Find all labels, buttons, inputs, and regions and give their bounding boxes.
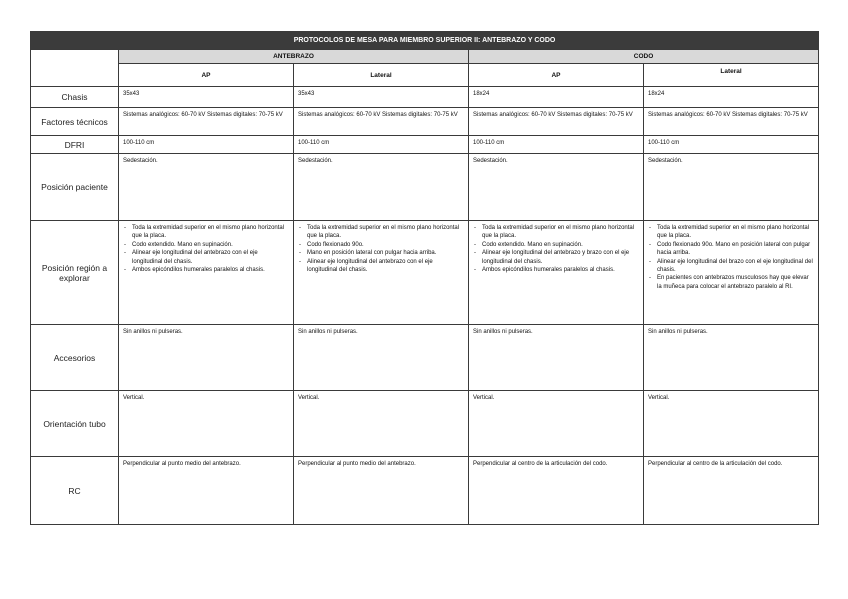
table-cell: 35x43 xyxy=(294,87,469,108)
projection-header: Lateral xyxy=(294,64,469,87)
list-item: - Toda la extremidad superior en el mismo plano horizontal que la placa. xyxy=(657,224,814,241)
list-item: - En pacientes con antebrazos musculosos hay que elevar la muñeca para colocar el antebrazo paralelo al RI. xyxy=(657,274,814,291)
row-label-posicion-region: Posición región a explorar xyxy=(31,221,119,325)
table-row xyxy=(31,154,819,221)
list-item: - Codo extendido. Mano en supinación. xyxy=(132,241,289,249)
table-cell xyxy=(294,221,469,325)
list-item: - Ambos epicóndilos humerales paralelos al chasis. xyxy=(482,266,639,274)
table-cell: Perpendicular al punto medio del antebrazo. xyxy=(119,457,294,525)
table-row xyxy=(31,221,819,325)
table-cell: Sedestación. xyxy=(294,154,469,221)
projection-header: AP xyxy=(119,64,294,87)
table-row xyxy=(31,325,819,391)
table-cell: Sedestación. xyxy=(119,154,294,221)
table-cell: Sin anillos ni pulseras. xyxy=(294,325,469,391)
table-row xyxy=(31,108,819,136)
row-label-factores: Factores técnicos xyxy=(31,108,119,136)
table-row xyxy=(31,136,819,154)
table-cell: Sistemas analógicos: 60-70 kV Sistemas digitales: 70-75 kV xyxy=(644,108,819,136)
row-label-rc: RC xyxy=(31,457,119,525)
table-cell: Vertical. xyxy=(294,391,469,457)
group-header-antebrazo: ANTEBRAZO xyxy=(119,50,469,64)
list-item: - Toda la extremidad superior en el mismo plano horizontal que la placa. xyxy=(307,224,464,241)
list-item: - Codo flexionado 90o. Mano en posición lateral con pulgar hacia arriba. xyxy=(657,241,814,258)
table-cell xyxy=(644,221,819,325)
row-label-accesorios: Accesorios xyxy=(31,325,119,391)
table-cell: 100-110 cm xyxy=(294,136,469,154)
table-cell: Sistemas analógicos: 60-70 kV Sistemas digitales: 70-75 kV xyxy=(294,108,469,136)
table-cell: Sistemas analógicos: 60-70 kV Sistemas digitales: 70-75 kV xyxy=(119,108,294,136)
list-item: - Alinear eje longitudinal del antebrazo y brazo con el eje longitudinal del chasis. xyxy=(482,249,639,266)
list-item: - Alinear eje longitudinal del antebrazo con el eje longitudinal del chasis. xyxy=(307,258,464,275)
table-cell: Perpendicular al centro de la articulación del codo. xyxy=(469,457,644,525)
table-row xyxy=(31,391,819,457)
table-row xyxy=(31,457,819,525)
table-cell: Perpendicular al centro de la articulación del codo. xyxy=(644,457,819,525)
row-label-posicion-paciente: Posición paciente xyxy=(31,154,119,221)
projection-header: AP xyxy=(469,64,644,87)
table-cell: 100-110 cm xyxy=(119,136,294,154)
list-item: - Codo flexionado 90o. xyxy=(307,241,464,249)
list-item: - Alinear eje longitudinal del antebrazo con el eje longitudinal del chasis. xyxy=(132,249,289,266)
row-label-dfri: DFRI xyxy=(31,136,119,154)
list-item: - Toda la extremidad superior en el mismo plano horizontal que la placa. xyxy=(482,224,639,241)
list-item: - Ambos epicóndilos humerales paralelos al chasis. xyxy=(132,266,289,274)
group-header-codo: CODO xyxy=(469,50,819,64)
projection-header: Lateral xyxy=(644,64,819,87)
table-cell: 35x43 xyxy=(119,87,294,108)
table-cell xyxy=(469,221,644,325)
table-cell: Sin anillos ni pulseras. xyxy=(644,325,819,391)
table-cell: Vertical. xyxy=(119,391,294,457)
list-item: - Codo extendido. Mano en supinación. xyxy=(482,241,639,249)
table-cell: Sin anillos ni pulseras. xyxy=(469,325,644,391)
corner-cell xyxy=(31,50,119,87)
row-label-chasis: Chasis xyxy=(31,87,119,108)
list-item: - Alinear eje longitudinal del brazo con el eje longitudinal del chasis. xyxy=(657,258,814,275)
table-cell: Perpendicular al punto medio del antebrazo. xyxy=(294,457,469,525)
list-item: - Mano en posición lateral con pulgar hacia arriba. xyxy=(307,249,464,257)
list-item: - Toda la extremidad superior en el mismo plano horizontal que la placa. xyxy=(132,224,289,241)
table-cell: Sedestación. xyxy=(469,154,644,221)
table-cell: Sistemas analógicos: 60-70 kV Sistemas digitales: 70-75 kV xyxy=(469,108,644,136)
table-cell xyxy=(119,221,294,325)
protocol-table xyxy=(30,31,819,525)
table-cell: Vertical. xyxy=(469,391,644,457)
table-cell: 100-110 cm xyxy=(644,136,819,154)
row-label-orientacion: Orientación tubo xyxy=(31,391,119,457)
table-row xyxy=(31,87,819,108)
table-cell: 100-110 cm xyxy=(469,136,644,154)
table-cell: Sin anillos ni pulseras. xyxy=(119,325,294,391)
table-cell: Vertical. xyxy=(644,391,819,457)
table-cell: 18x24 xyxy=(644,87,819,108)
table-title: PROTOCOLOS DE MESA PARA MIEMBRO SUPERIOR II: ANTEBRAZO Y CODO xyxy=(31,32,819,50)
table-cell: Sedestación. xyxy=(644,154,819,221)
table-cell: 18x24 xyxy=(469,87,644,108)
